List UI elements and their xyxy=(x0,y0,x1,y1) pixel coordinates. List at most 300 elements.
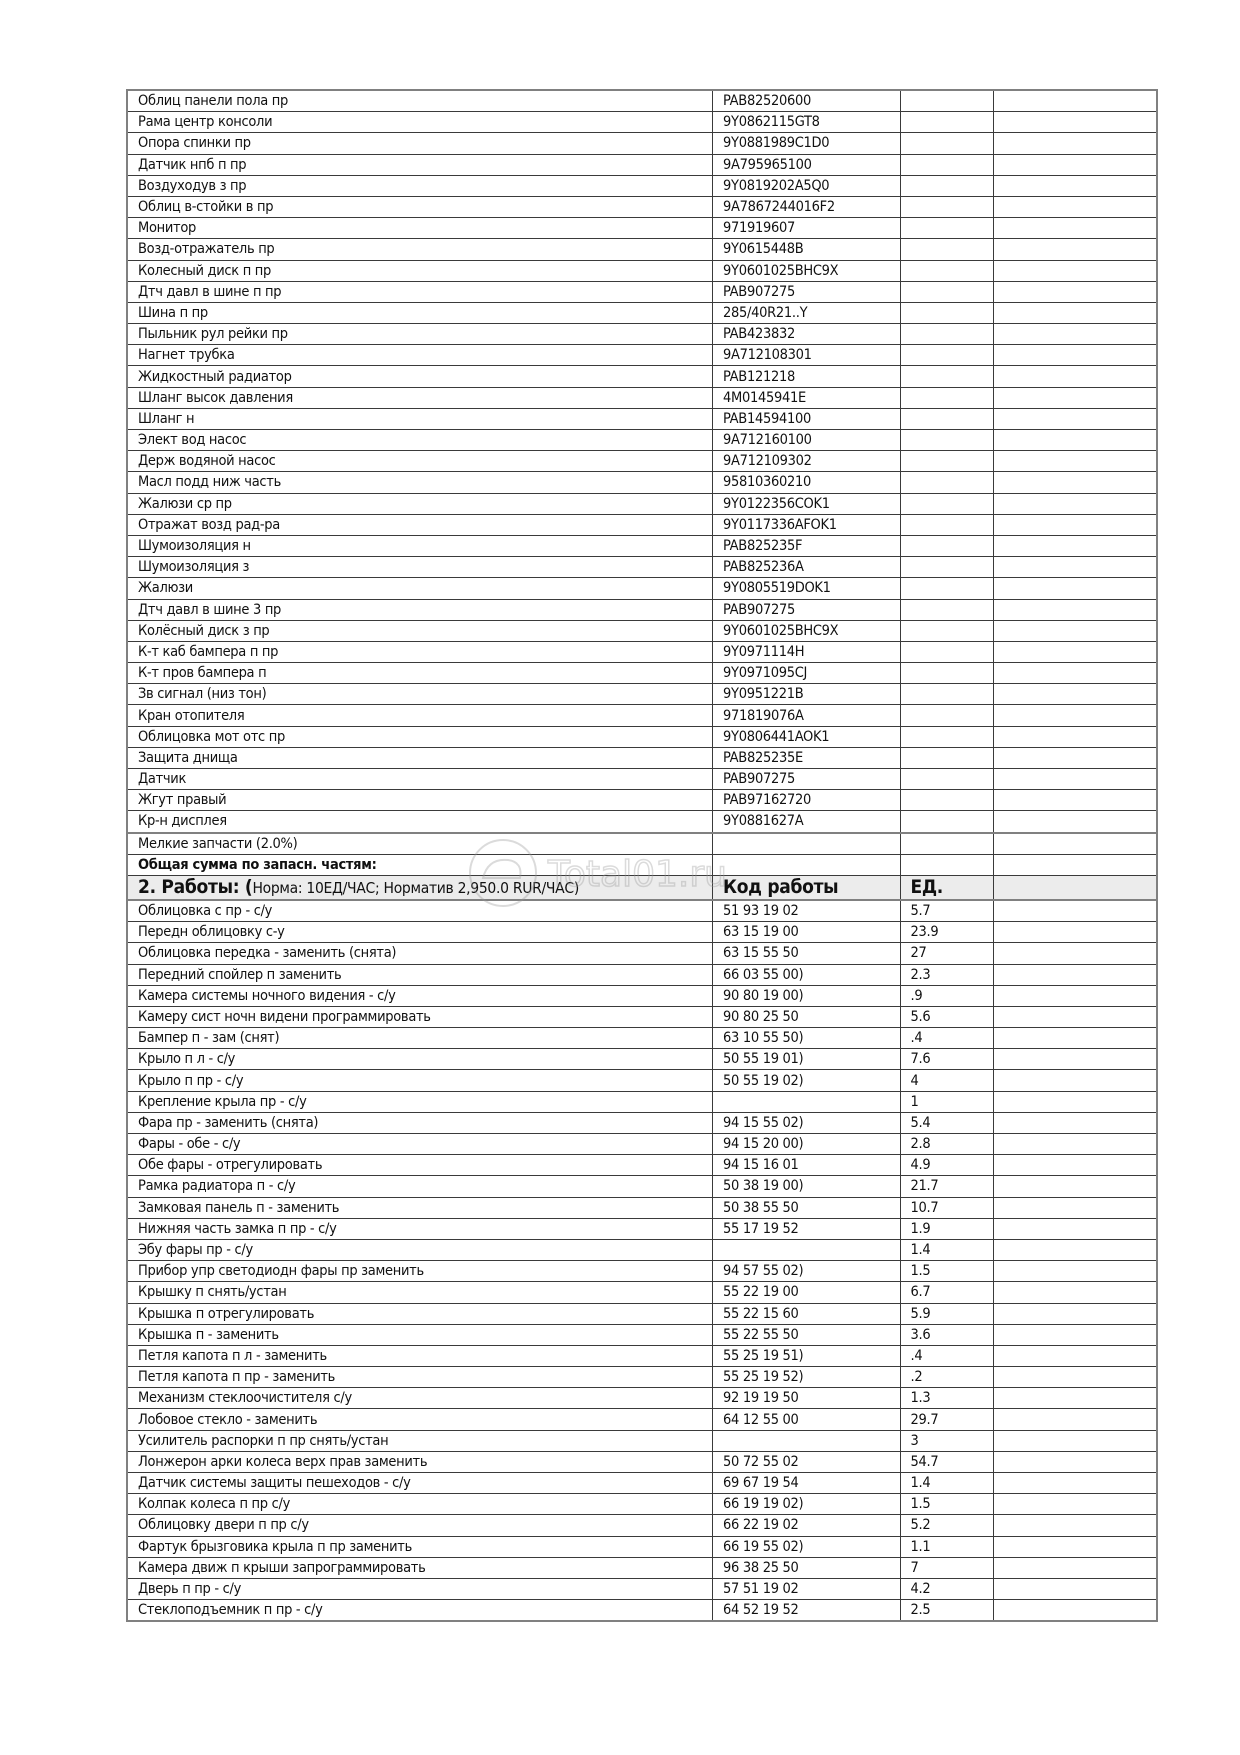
part-qty xyxy=(900,324,994,345)
works-row xyxy=(127,1494,1157,1515)
part-code: 9A712108301 xyxy=(713,345,900,366)
part-code: 9A7867244016F2 xyxy=(713,196,900,217)
part-name: Облицовка мот отс пр xyxy=(127,726,713,747)
works-row xyxy=(127,1218,1157,1239)
part-code: 4M0145941E xyxy=(713,387,900,408)
parts-row xyxy=(127,599,1157,620)
part-qty xyxy=(900,578,994,599)
work-units: 1.1 xyxy=(900,1536,994,1557)
part-name: Жгут правый xyxy=(127,790,713,811)
work-code: 69 67 19 54 xyxy=(713,1473,900,1494)
work-code: 94 15 20 00) xyxy=(713,1134,900,1155)
part-price xyxy=(994,578,1157,599)
works-row xyxy=(127,964,1157,985)
work-units: 5.2 xyxy=(900,1515,994,1536)
part-name: Воздуходув з пр xyxy=(127,175,713,196)
work-name: Облицовка с пр - с/у xyxy=(127,900,713,922)
work-cost xyxy=(994,1303,1157,1324)
work-cost xyxy=(994,1515,1157,1536)
work-cost xyxy=(994,964,1157,985)
part-code: 9Y0971095CJ xyxy=(713,663,900,684)
parts-row xyxy=(127,641,1157,662)
work-name: Механизм стеклоочистителя с/у xyxy=(127,1388,713,1409)
part-name: Защита днища xyxy=(127,747,713,768)
parts-row xyxy=(127,790,1157,811)
work-code xyxy=(713,1239,900,1260)
work-name: Крыло п л - с/у xyxy=(127,1049,713,1070)
part-name: Шумоизоляция з xyxy=(127,557,713,578)
part-name: Жалюзи ср пр xyxy=(127,493,713,514)
work-name: Дверь п пр - с/у xyxy=(127,1578,713,1599)
parts-row xyxy=(127,302,1157,323)
work-name: Облицовка передка - заменить (снята) xyxy=(127,943,713,964)
work-name: Камеру сист ночн видени программировать xyxy=(127,1006,713,1027)
work-units: 5.7 xyxy=(900,900,994,922)
parts-row xyxy=(127,324,1157,345)
work-cost xyxy=(994,1367,1157,1388)
works-row xyxy=(127,1091,1157,1112)
part-name: Зв сигнал (низ тон) xyxy=(127,684,713,705)
parts-row xyxy=(127,281,1157,302)
part-name: Жалюзи xyxy=(127,578,713,599)
part-code: PAB82520600 xyxy=(713,90,900,112)
part-price xyxy=(994,493,1157,514)
work-name: Камера системы ночного видения - с/у xyxy=(127,985,713,1006)
parts-row xyxy=(127,747,1157,768)
works-row xyxy=(127,1197,1157,1218)
parts-row xyxy=(127,769,1157,790)
works-row xyxy=(127,1134,1157,1155)
part-qty xyxy=(900,535,994,556)
work-cost xyxy=(994,943,1157,964)
work-units: 29.7 xyxy=(900,1409,994,1430)
work-name: Усилитель распорки п пр снять/устан xyxy=(127,1430,713,1451)
parts-row xyxy=(127,557,1157,578)
parts-row xyxy=(127,239,1157,260)
work-name: Крепление крыла пр - с/у xyxy=(127,1091,713,1112)
part-price xyxy=(994,324,1157,345)
parts-row xyxy=(127,408,1157,429)
work-units: 4.2 xyxy=(900,1578,994,1599)
parts-row xyxy=(127,535,1157,556)
work-code: 66 19 19 02) xyxy=(713,1494,900,1515)
small-parts-label: Мелкие запчасти (2.0%) xyxy=(127,833,713,855)
part-price xyxy=(994,684,1157,705)
work-code: 96 38 25 50 xyxy=(713,1557,900,1578)
part-qty xyxy=(900,705,994,726)
work-code: 55 25 19 51) xyxy=(713,1345,900,1366)
part-code: PAB907275 xyxy=(713,281,900,302)
work-cost xyxy=(994,1494,1157,1515)
work-code: 55 22 15 60 xyxy=(713,1303,900,1324)
work-name: Крышку п снять/устан xyxy=(127,1282,713,1303)
part-code: 9Y0881627A xyxy=(713,811,900,833)
part-qty xyxy=(900,408,994,429)
work-units: 7.6 xyxy=(900,1049,994,1070)
work-units: 1 xyxy=(900,1091,994,1112)
part-name: Облиц панели пола пр xyxy=(127,90,713,112)
works-row xyxy=(127,985,1157,1006)
works-row xyxy=(127,1176,1157,1197)
work-name: Камера движ п крыши запрограммировать xyxy=(127,1557,713,1578)
work-code: 50 55 19 02) xyxy=(713,1070,900,1091)
work-name: Крышка п отрегулировать xyxy=(127,1303,713,1324)
part-name: Возд-отражатель пр xyxy=(127,239,713,260)
part-code: 9A712109302 xyxy=(713,451,900,472)
part-qty xyxy=(900,790,994,811)
part-name: Шланг высок давления xyxy=(127,387,713,408)
part-code: PAB423832 xyxy=(713,324,900,345)
parts-row xyxy=(127,726,1157,747)
parts-row xyxy=(127,345,1157,366)
parts-section xyxy=(127,90,1157,833)
part-name: Шумоизоляция н xyxy=(127,535,713,556)
part-price xyxy=(994,705,1157,726)
work-cost xyxy=(994,1345,1157,1366)
work-units: 1.5 xyxy=(900,1261,994,1282)
work-cost xyxy=(994,1070,1157,1091)
works-row xyxy=(127,1324,1157,1345)
part-qty xyxy=(900,430,994,451)
work-units: 21.7 xyxy=(900,1176,994,1197)
work-name: Передний спойлер п заменить xyxy=(127,964,713,985)
work-units: 10.7 xyxy=(900,1197,994,1218)
work-units: 5.9 xyxy=(900,1303,994,1324)
work-units: 1.5 xyxy=(900,1494,994,1515)
part-code: 9Y0615448B xyxy=(713,239,900,260)
work-name: Фартук брызговика крыла п пр заменить xyxy=(127,1536,713,1557)
part-qty xyxy=(900,112,994,133)
parts-row xyxy=(127,196,1157,217)
work-cost xyxy=(994,1473,1157,1494)
part-name: Облиц в-стойки в пр xyxy=(127,196,713,217)
work-units: 6.7 xyxy=(900,1282,994,1303)
work-name: Рамка радиатора п - с/у xyxy=(127,1176,713,1197)
part-price xyxy=(994,133,1157,154)
part-code: PAB14594100 xyxy=(713,408,900,429)
part-price xyxy=(994,451,1157,472)
part-name: Шина п пр xyxy=(127,302,713,323)
work-code: 90 80 19 00) xyxy=(713,985,900,1006)
work-name: Передн облицовку с-у xyxy=(127,922,713,943)
work-units: 4.9 xyxy=(900,1155,994,1176)
work-units: .9 xyxy=(900,985,994,1006)
part-code: PAB907275 xyxy=(713,769,900,790)
parts-row xyxy=(127,90,1157,112)
work-name: Фара пр - заменить (снята) xyxy=(127,1112,713,1133)
work-units: 5.4 xyxy=(900,1112,994,1133)
work-units: .4 xyxy=(900,1028,994,1049)
works-row xyxy=(127,900,1157,922)
part-code: 9Y0806441AOK1 xyxy=(713,726,900,747)
part-name: Шланг н xyxy=(127,408,713,429)
parts-row xyxy=(127,493,1157,514)
work-code xyxy=(713,1430,900,1451)
part-name: Кран отопителя xyxy=(127,705,713,726)
part-price xyxy=(994,747,1157,768)
work-units: 5.6 xyxy=(900,1006,994,1027)
part-qty xyxy=(900,684,994,705)
part-qty xyxy=(900,599,994,620)
parts-row xyxy=(127,451,1157,472)
work-code: 66 22 19 02 xyxy=(713,1515,900,1536)
work-cost xyxy=(994,1578,1157,1599)
works-row xyxy=(127,1409,1157,1430)
part-code: 971819076A xyxy=(713,705,900,726)
work-name: Стеклоподъемник п пр - с/у xyxy=(127,1600,713,1622)
parts-row xyxy=(127,133,1157,154)
part-name: К-т каб бампера п пр xyxy=(127,641,713,662)
part-qty xyxy=(900,366,994,387)
works-row xyxy=(127,1473,1157,1494)
part-code: 95810360210 xyxy=(713,472,900,493)
part-qty xyxy=(900,747,994,768)
parts-row xyxy=(127,684,1157,705)
work-code: 94 15 16 01 xyxy=(713,1155,900,1176)
part-code: 9Y0862115GT8 xyxy=(713,112,900,133)
work-code: 55 22 19 00 xyxy=(713,1282,900,1303)
part-code: PAB97162720 xyxy=(713,790,900,811)
part-name: Держ водяной насос xyxy=(127,451,713,472)
work-name: Колпак колеса п пр с/у xyxy=(127,1494,713,1515)
part-qty xyxy=(900,196,994,217)
part-price xyxy=(994,641,1157,662)
part-price xyxy=(994,196,1157,217)
works-header-row xyxy=(127,875,1157,900)
work-cost xyxy=(994,1388,1157,1409)
part-price xyxy=(994,154,1157,175)
part-code: 9A795965100 xyxy=(713,154,900,175)
parts-total-row xyxy=(127,854,1157,875)
work-code: 55 17 19 52 xyxy=(713,1218,900,1239)
work-name: Крыло п пр - с/у xyxy=(127,1070,713,1091)
parts-total-label: Общая сумма по запасн. частям: xyxy=(127,854,713,875)
works-row xyxy=(127,1049,1157,1070)
work-cost xyxy=(994,1218,1157,1239)
part-name: Датчик xyxy=(127,769,713,790)
work-cost xyxy=(994,1282,1157,1303)
work-code: 66 19 55 02) xyxy=(713,1536,900,1557)
works-row xyxy=(127,1578,1157,1599)
part-qty xyxy=(900,387,994,408)
part-code: PAB825235F xyxy=(713,535,900,556)
part-price xyxy=(994,663,1157,684)
part-price xyxy=(994,112,1157,133)
parts-row xyxy=(127,154,1157,175)
part-name: Монитор xyxy=(127,218,713,239)
work-cost xyxy=(994,1091,1157,1112)
works-row xyxy=(127,943,1157,964)
part-qty xyxy=(900,90,994,112)
svg-text:Total01.ru: Total01.ru xyxy=(548,854,727,895)
part-price xyxy=(994,535,1157,556)
works-row xyxy=(127,1388,1157,1409)
part-name: Дтч давл в шине п пр xyxy=(127,281,713,302)
works-units-column-header: ЕД. xyxy=(900,875,994,900)
works-row xyxy=(127,1367,1157,1388)
works-row xyxy=(127,1155,1157,1176)
work-code: 63 15 19 00 xyxy=(713,922,900,943)
part-price xyxy=(994,430,1157,451)
part-name: Элект вод насос xyxy=(127,430,713,451)
work-cost xyxy=(994,1197,1157,1218)
part-qty xyxy=(900,133,994,154)
work-name: Петля капота п пр - заменить xyxy=(127,1367,713,1388)
part-code: 9Y0951221B xyxy=(713,684,900,705)
work-name: Фары - обе - с/у xyxy=(127,1134,713,1155)
parts-row xyxy=(127,387,1157,408)
parts-row xyxy=(127,366,1157,387)
works-row xyxy=(127,1239,1157,1260)
work-cost xyxy=(994,922,1157,943)
work-name: Прибор упр светодиодн фары пр заменить xyxy=(127,1261,713,1282)
part-code: 285/40R21..Y xyxy=(713,302,900,323)
work-cost xyxy=(994,1176,1157,1197)
parts-row xyxy=(127,620,1157,641)
part-name: Жидкостный радиатор xyxy=(127,366,713,387)
work-cost xyxy=(994,985,1157,1006)
part-price xyxy=(994,472,1157,493)
part-qty xyxy=(900,641,994,662)
part-code: 9Y0601025BHC9X xyxy=(713,620,900,641)
work-units: .4 xyxy=(900,1345,994,1366)
works-row xyxy=(127,1430,1157,1451)
part-code: 971919607 xyxy=(713,218,900,239)
part-name: Рама центр консоли xyxy=(127,112,713,133)
part-qty xyxy=(900,345,994,366)
work-code: 55 22 55 50 xyxy=(713,1324,900,1345)
part-code: 9A712160100 xyxy=(713,430,900,451)
work-code: 50 72 55 02 xyxy=(713,1451,900,1472)
works-row xyxy=(127,922,1157,943)
work-name: Обе фары - отрегулировать xyxy=(127,1155,713,1176)
part-code: 9Y0819202A5Q0 xyxy=(713,175,900,196)
work-code: 57 51 19 02 xyxy=(713,1578,900,1599)
works-row xyxy=(127,1600,1157,1622)
parts-row xyxy=(127,260,1157,281)
work-code: 63 10 55 50) xyxy=(713,1028,900,1049)
work-cost xyxy=(994,1600,1157,1622)
part-price xyxy=(994,90,1157,112)
work-units: 23.9 xyxy=(900,922,994,943)
work-units: 2.3 xyxy=(900,964,994,985)
work-cost xyxy=(994,1049,1157,1070)
part-price xyxy=(994,620,1157,641)
work-units: .2 xyxy=(900,1367,994,1388)
work-units: 3 xyxy=(900,1430,994,1451)
parts-row xyxy=(127,578,1157,599)
work-code: 94 57 55 02) xyxy=(713,1261,900,1282)
part-qty xyxy=(900,811,994,833)
part-qty xyxy=(900,726,994,747)
works-row xyxy=(127,1303,1157,1324)
parts-summary xyxy=(127,833,1157,900)
work-cost xyxy=(994,1430,1157,1451)
part-code: PAB825236A xyxy=(713,557,900,578)
work-units: 2.5 xyxy=(900,1600,994,1622)
part-price xyxy=(994,345,1157,366)
work-code: 66 03 55 00) xyxy=(713,964,900,985)
work-units: 7 xyxy=(900,1557,994,1578)
part-name: Кр-н дисплея xyxy=(127,811,713,833)
part-qty xyxy=(900,260,994,281)
work-units: 1.4 xyxy=(900,1239,994,1260)
part-name: Пыльник рул рейки пр xyxy=(127,324,713,345)
part-price xyxy=(994,218,1157,239)
works-row xyxy=(127,1261,1157,1282)
part-code: 9Y0881989C1D0 xyxy=(713,133,900,154)
part-name: Опора спинки пр xyxy=(127,133,713,154)
work-cost xyxy=(994,1451,1157,1472)
work-name: Лонжерон арки колеса верх прав заменить xyxy=(127,1451,713,1472)
parts-row xyxy=(127,430,1157,451)
work-name: Крышка п - заменить xyxy=(127,1324,713,1345)
work-name: Петля капота п л - заменить xyxy=(127,1345,713,1366)
part-price xyxy=(994,599,1157,620)
work-code: 94 15 55 02) xyxy=(713,1112,900,1133)
part-name: Датчик нпб п пр xyxy=(127,154,713,175)
part-code: PAB121218 xyxy=(713,366,900,387)
part-qty xyxy=(900,302,994,323)
part-qty xyxy=(900,514,994,535)
work-code: 92 19 19 50 xyxy=(713,1388,900,1409)
part-qty xyxy=(900,451,994,472)
work-code: 50 55 19 01) xyxy=(713,1049,900,1070)
part-qty xyxy=(900,281,994,302)
part-price xyxy=(994,408,1157,429)
works-header-title: 2. Работы: (Норма: 10ЕД/ЧАС; Норматив 2,950.0 RUR/ЧАС) xyxy=(127,875,713,900)
work-code: 63 15 55 50 xyxy=(713,943,900,964)
work-name: Лобовое стекло - заменить xyxy=(127,1409,713,1430)
work-cost xyxy=(994,900,1157,922)
work-code: 50 38 19 00) xyxy=(713,1176,900,1197)
work-name: Датчик системы защиты пешеходов - с/у xyxy=(127,1473,713,1494)
works-section xyxy=(127,900,1157,1621)
work-units: 1.4 xyxy=(900,1473,994,1494)
small-parts-row xyxy=(127,833,1157,855)
part-qty xyxy=(900,557,994,578)
work-name: Облицовку двери п пр с/у xyxy=(127,1515,713,1536)
part-qty xyxy=(900,493,994,514)
part-name: К-т пров бампера п xyxy=(127,663,713,684)
works-code-column-header: Код работы xyxy=(713,875,900,900)
part-code: 9Y0805519DOK1 xyxy=(713,578,900,599)
part-qty xyxy=(900,154,994,175)
work-cost xyxy=(994,1006,1157,1027)
work-units: 27 xyxy=(900,943,994,964)
work-cost xyxy=(994,1155,1157,1176)
work-code: 51 93 19 02 xyxy=(713,900,900,922)
part-qty xyxy=(900,175,994,196)
part-price xyxy=(994,281,1157,302)
part-price xyxy=(994,811,1157,833)
parts-row xyxy=(127,218,1157,239)
work-cost xyxy=(994,1409,1157,1430)
works-row xyxy=(127,1006,1157,1027)
work-code: 55 25 19 52) xyxy=(713,1367,900,1388)
part-price xyxy=(994,260,1157,281)
part-name: Нагнет трубка xyxy=(127,345,713,366)
works-row xyxy=(127,1536,1157,1557)
part-code: 9Y0601025BHC9X xyxy=(713,260,900,281)
work-name: Нижняя часть замка п пр - с/у xyxy=(127,1218,713,1239)
works-row xyxy=(127,1282,1157,1303)
work-units: 1.3 xyxy=(900,1388,994,1409)
part-name: Колёсный диск з пр xyxy=(127,620,713,641)
parts-row xyxy=(127,705,1157,726)
part-name: Отражат возд рад-ра xyxy=(127,514,713,535)
parts-row xyxy=(127,112,1157,133)
